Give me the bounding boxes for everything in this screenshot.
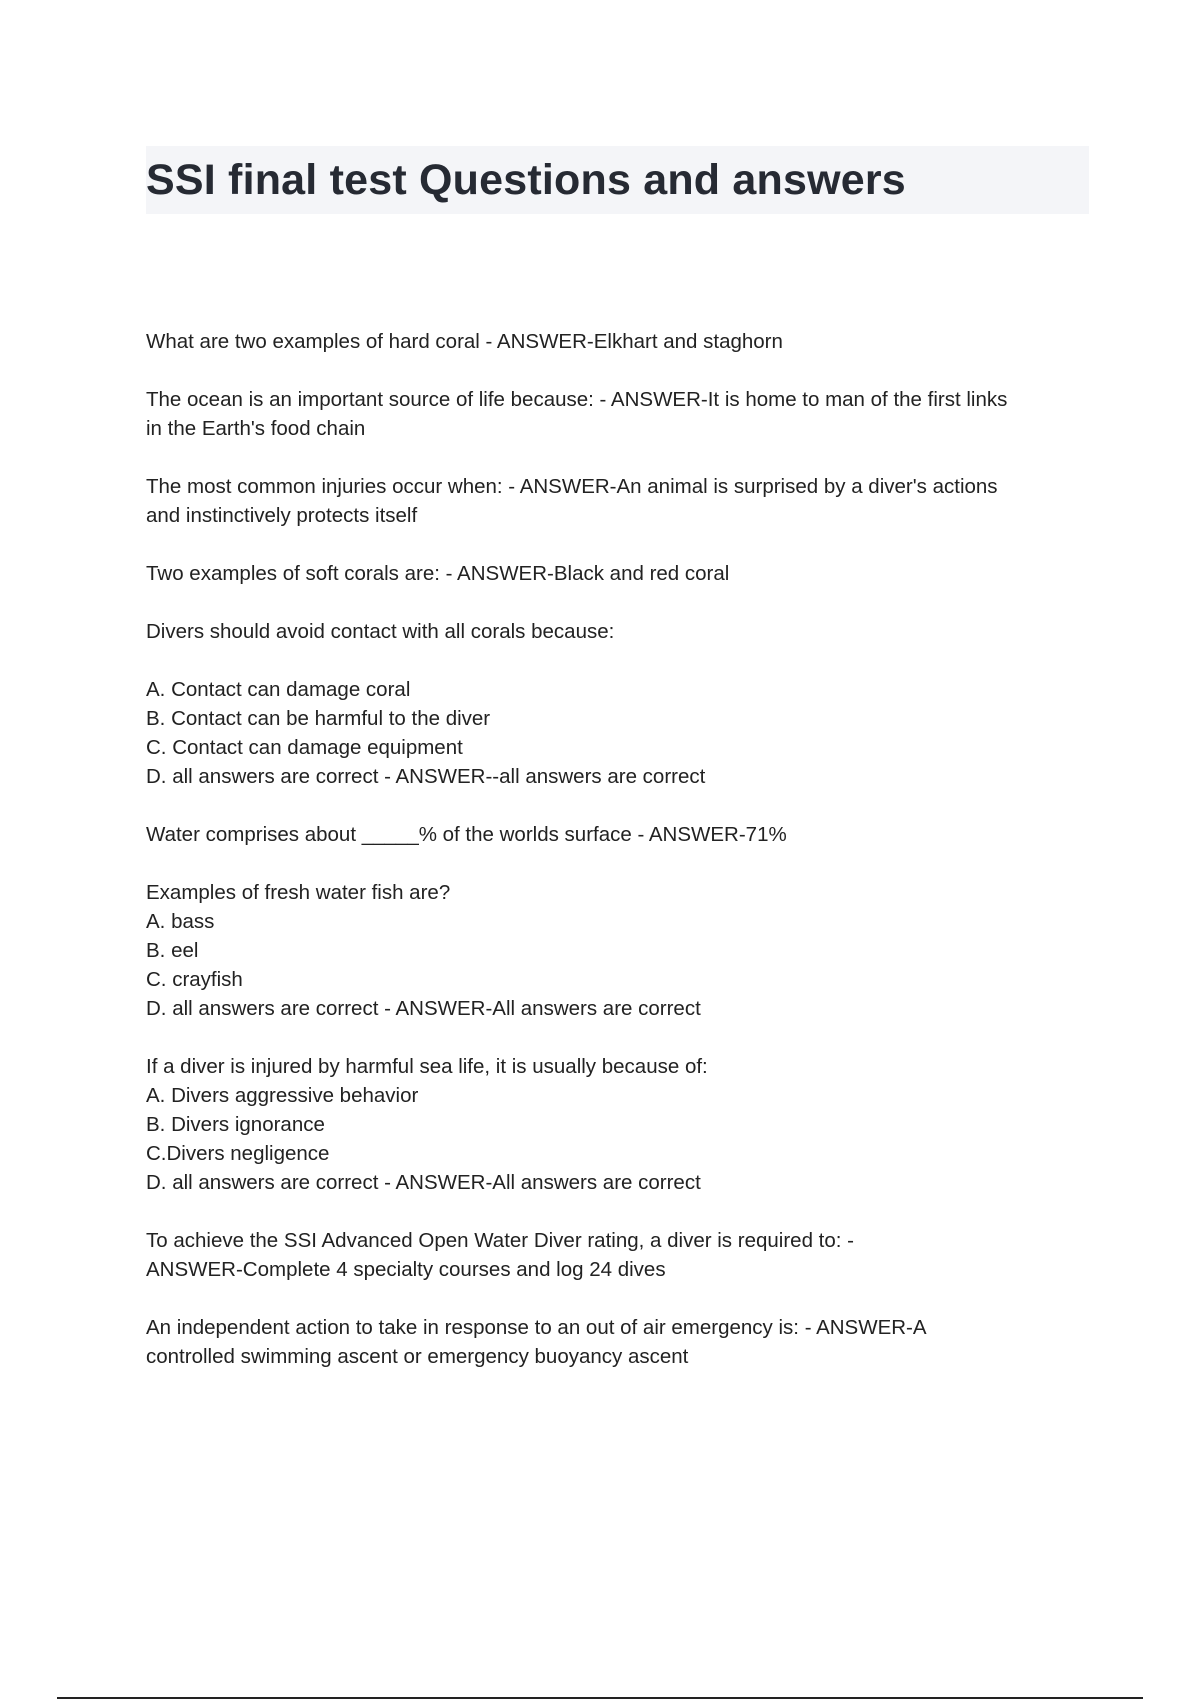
footer-divider — [57, 1697, 1143, 1699]
qa-line: ANSWER-Complete 4 specialty courses and log 24 dives — [146, 1258, 666, 1281]
qa-line: If a diver is injured by harmful sea life, it is usually because of: — [146, 1055, 708, 1078]
qa-item — [146, 1313, 1086, 1371]
qa-item — [146, 472, 1086, 530]
qa-line: The ocean is an important source of life because: - ANSWER-It is home to man of the first links — [146, 388, 1008, 411]
qa-line: B. Divers ignorance — [146, 1113, 325, 1136]
qa-options — [146, 675, 1086, 791]
qa-item — [146, 820, 1086, 849]
qa-line: and instinctively protects itself — [146, 504, 418, 527]
qa-line: To achieve the SSI Advanced Open Water Diver rating, a diver is required to: - — [146, 1229, 854, 1252]
qa-line: Divers should avoid contact with all corals because: — [146, 620, 615, 643]
qa-line: D. all answers are correct - ANSWER--all answers are correct — [146, 765, 706, 788]
qa-item — [146, 617, 1086, 646]
qa-line: A. bass — [146, 910, 215, 933]
qa-line: C. crayfish — [146, 968, 243, 991]
qa-line: A. Divers aggressive behavior — [146, 1084, 419, 1107]
qa-item — [146, 1226, 1086, 1284]
qa-list — [146, 327, 1086, 1400]
qa-line: B. Contact can be harmful to the diver — [146, 707, 491, 730]
qa-item — [146, 327, 1086, 356]
qa-line: Two examples of soft corals are: - ANSWER-Black and red coral — [146, 562, 730, 585]
qa-line: Examples of fresh water fish are? — [146, 881, 451, 904]
qa-item — [146, 385, 1086, 443]
qa-line: C. Contact can damage equipment — [146, 736, 463, 759]
qa-item — [146, 559, 1086, 588]
qa-line: A. Contact can damage coral — [146, 678, 411, 701]
qa-line: An independent action to take in response to an out of air emergency is: - ANSWER-A — [146, 1316, 927, 1339]
qa-line: controlled swimming ascent or emergency buoyancy ascent — [146, 1345, 689, 1368]
qa-item — [146, 1052, 1086, 1197]
qa-line: Water comprises about _____% of the worlds surface - ANSWER-71% — [146, 823, 787, 846]
qa-line: The most common injuries occur when: - ANSWER-An animal is surprised by a diver's actions — [146, 475, 998, 498]
qa-line: B. eel — [146, 939, 199, 962]
qa-item — [146, 878, 1086, 1023]
qa-line: D. all answers are correct - ANSWER-All answers are correct — [146, 997, 701, 1020]
qa-line: What are two examples of hard coral - ANSWER-Elkhart and staghorn — [146, 330, 783, 353]
qa-line: in the Earth's food chain — [146, 417, 366, 440]
page-title: SSI final test Questions and answers — [146, 156, 906, 204]
qa-line: D. all answers are correct - ANSWER-All answers are correct — [146, 1171, 701, 1194]
qa-line: C.Divers negligence — [146, 1142, 330, 1165]
